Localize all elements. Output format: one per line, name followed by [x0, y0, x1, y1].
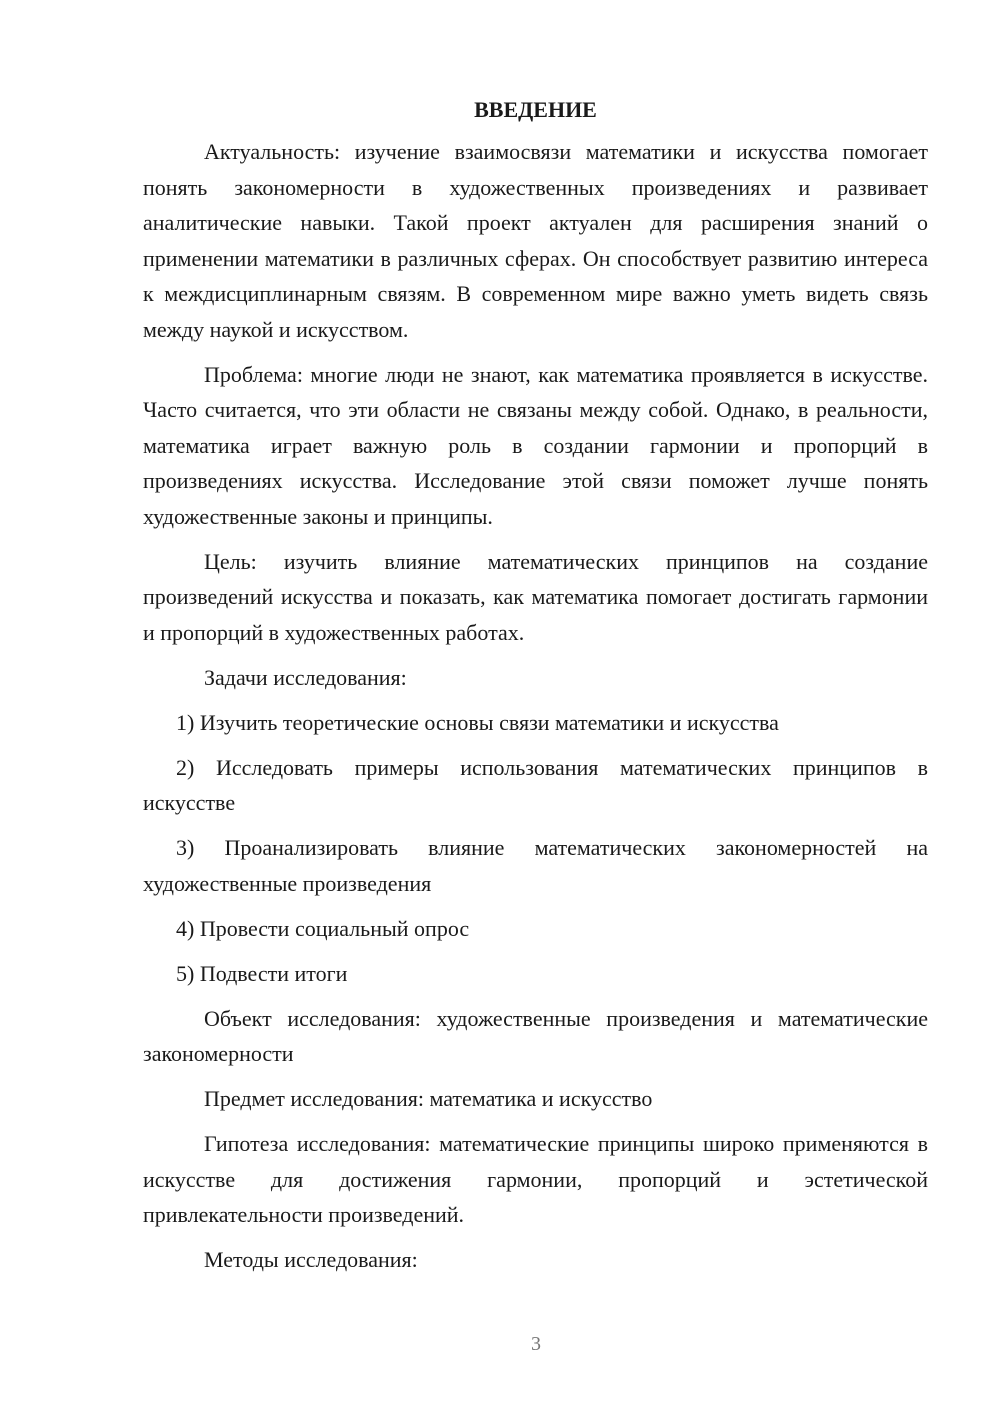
page-number: 3	[531, 1333, 541, 1355]
paragraph-object: Объект исследования: художественные произведения и математические закономерности	[143, 1005, 928, 1066]
task-item: 2) Исследовать примеры использования математических принципов в искусстве	[143, 754, 928, 815]
paragraph-problem: Проблема: многие люди не знают, как математика проявляется в искусстве. Часто считается, что эти области не связаны между собой. Однако, в реальности, математика играет важную роль в создании гармонии и пропорций в произведениях искусства. Исследование этой связи поможет лучше понять художественные законы и принципы.	[143, 361, 928, 529]
document-page	[143, 92, 928, 1287]
section-heading: ВВЕДЕНИЕ	[474, 97, 597, 122]
task-item: 1) Изучить теоретические основы связи математики и искусства	[176, 709, 779, 735]
paragraph-hypothesis: Гипотеза исследования: математические принципы широко применяются в искусстве для достижения гармонии, пропорций и эстетической привлекательности произведений.	[143, 1131, 928, 1227]
paragraph-tasks-title: Задачи исследования:	[204, 664, 407, 690]
task-item: 3) Проанализировать влияние математических закономерностей на художественные произведения	[143, 835, 928, 896]
paragraph-goal: Цель: изучить влияние математических принципов на создание произведений искусства и показать, как математика помогает достигать гармонии и пропорций в художественных работах.	[143, 548, 928, 645]
paragraph-methods-title: Методы исследования:	[204, 1247, 418, 1272]
task-item: 4) Провести социальный опрос	[176, 915, 470, 941]
paragraph-subject: Предмет исследования: математика и искусство	[204, 1086, 653, 1111]
paragraph-relevance: Актуальность: изучение взаимосвязи математики и искусства помогает понять закономерности в художественных произведениях и развивает аналитические навыки. Такой проект актуален для расширения знаний о применении математики в различных сферах. Он способствует развитию интереса к междисциплинарным связям. В современном мире важно уметь видеть связь между наукой и искусством.	[143, 139, 928, 342]
task-item: 5) Подвести итоги	[176, 960, 348, 986]
